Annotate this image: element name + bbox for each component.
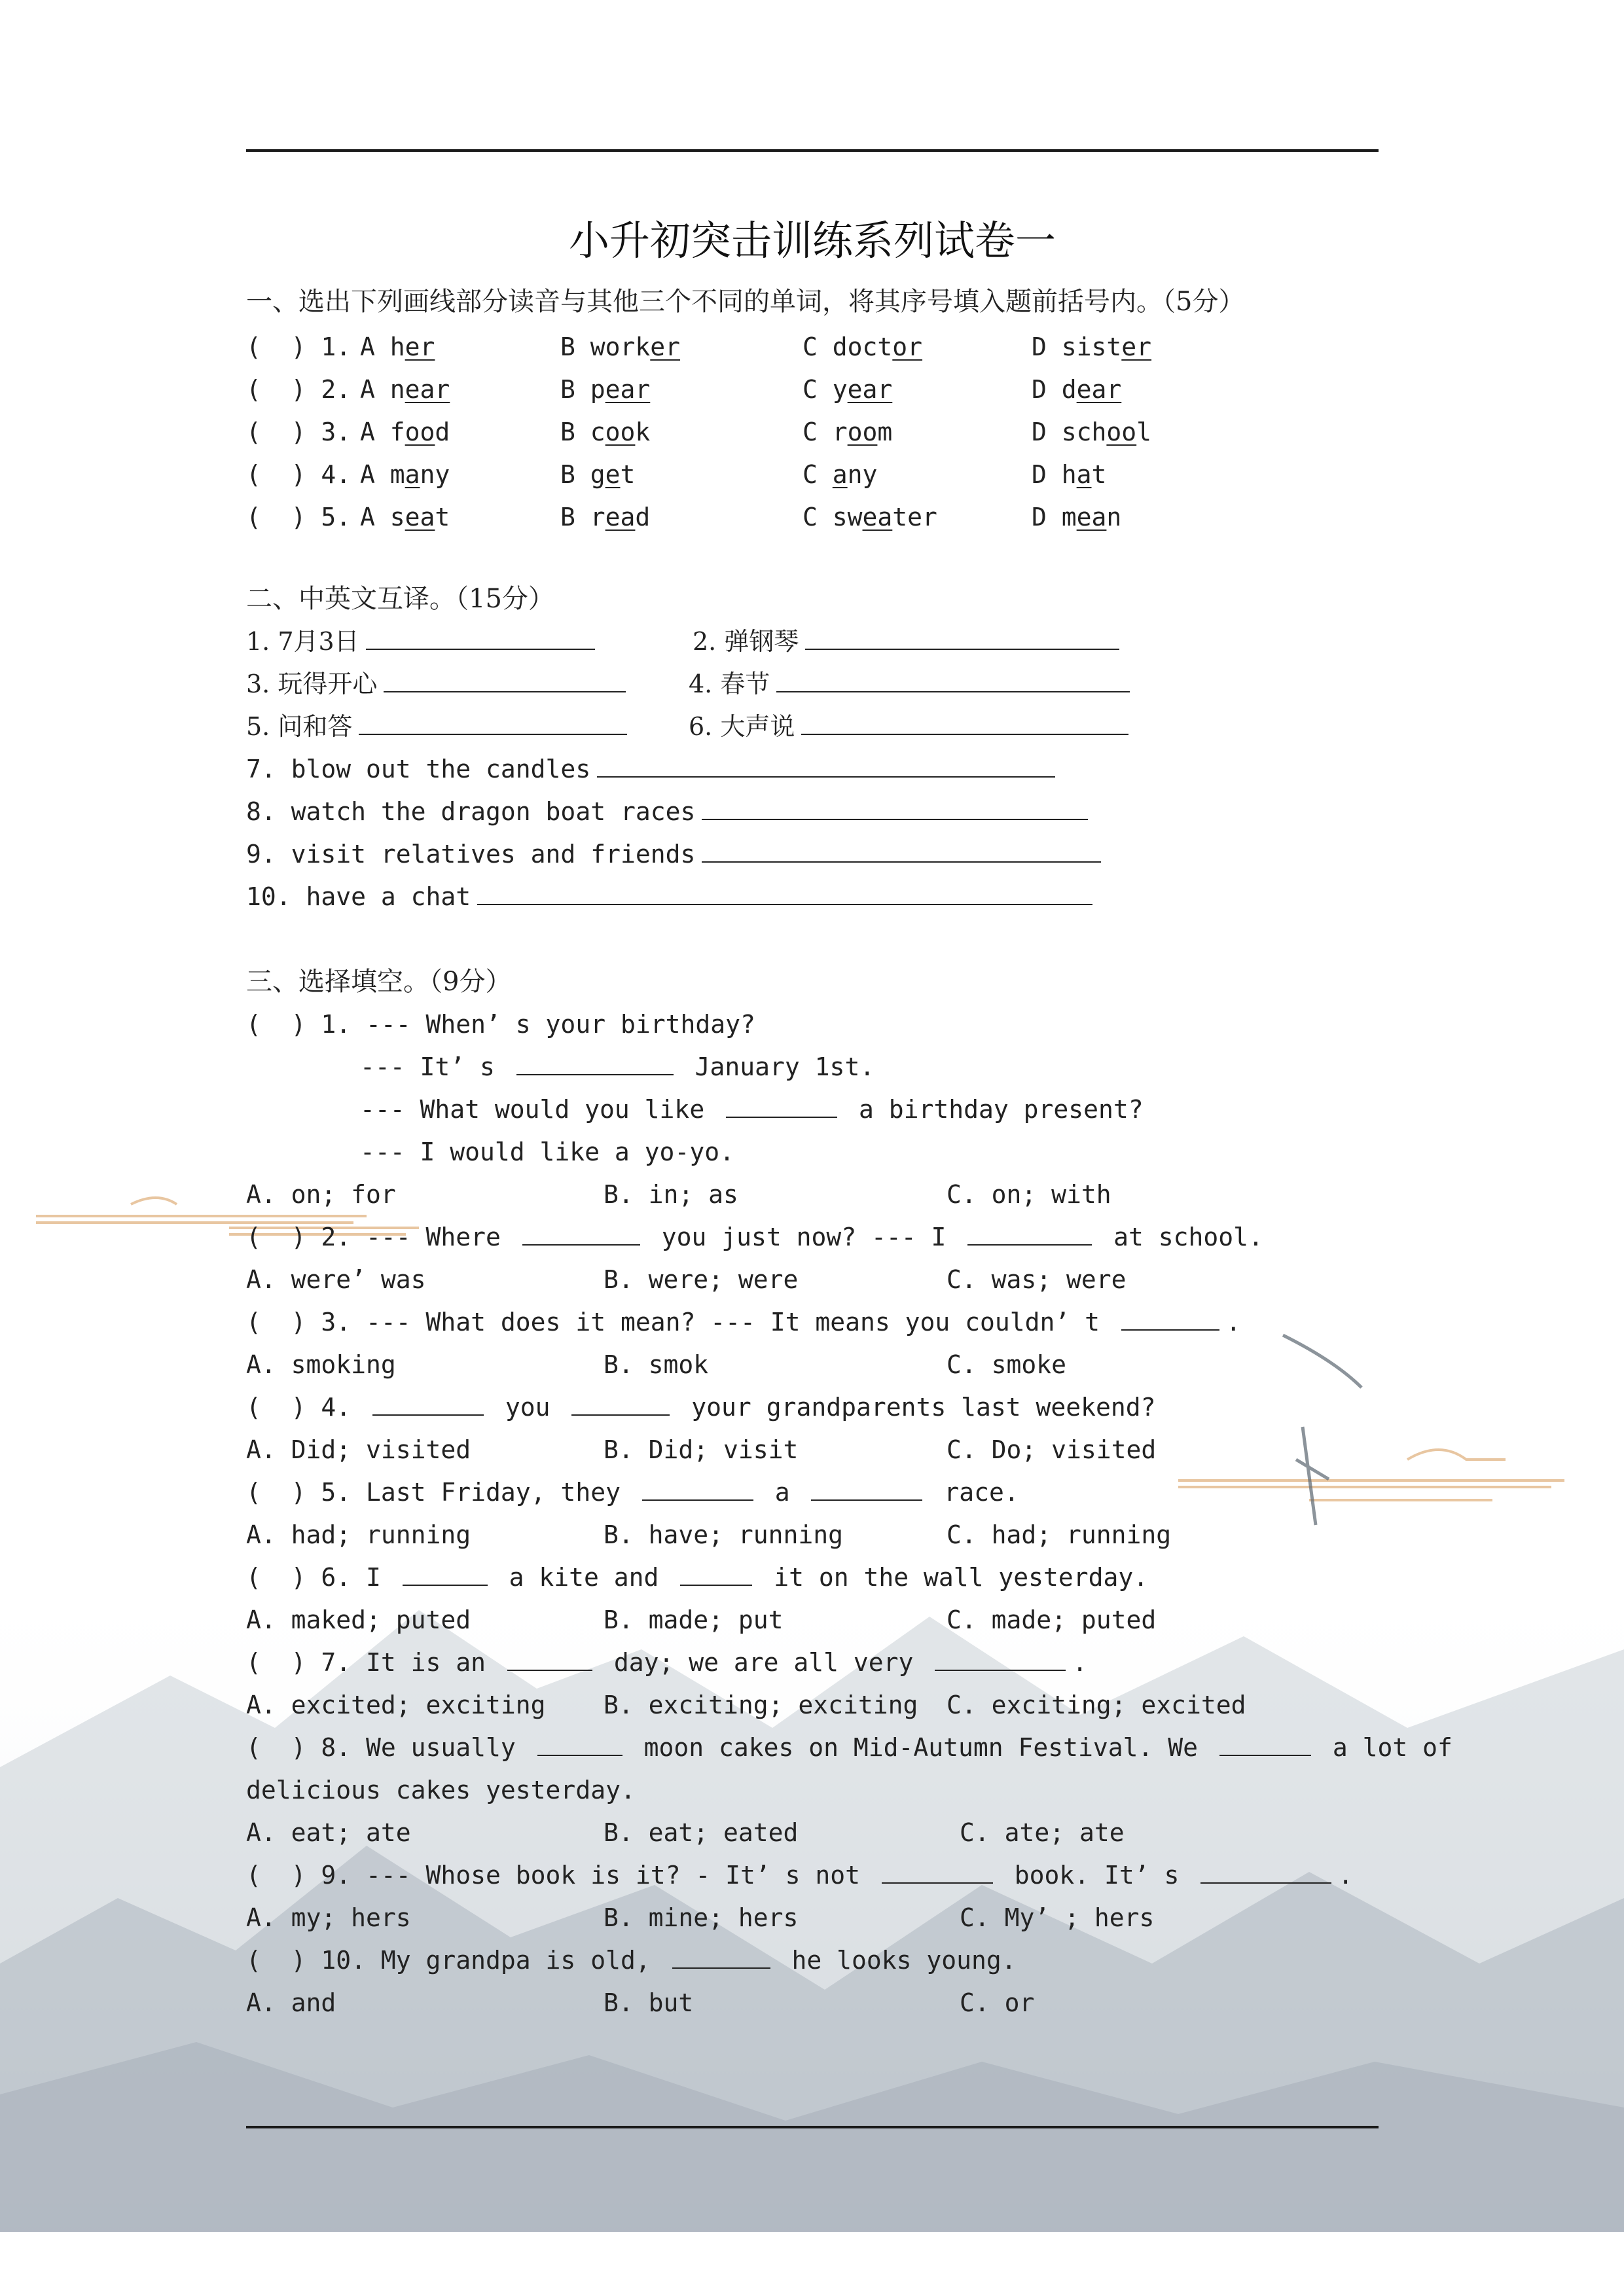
answer-blank[interactable]	[522, 1222, 640, 1246]
question-text: ( ) 2. --- Where	[246, 1223, 516, 1251]
phonics-option-c: C year	[803, 375, 893, 404]
answer-blank[interactable]	[359, 711, 627, 735]
question-1-line: --- It’ s January 1st.	[360, 1052, 875, 1081]
page-title: 小升初突击训练系列试卷一	[568, 217, 1056, 264]
underlined-letters: ear	[1076, 375, 1122, 404]
question-text: moon cakes on Mid-Autumn Festival. We	[628, 1733, 1213, 1762]
question-text: ( ) 9. --- Whose book is it? - It’ s not	[246, 1861, 875, 1890]
answer-option-b[interactable]: B. but	[604, 1988, 694, 2017]
underlined-letters: e	[605, 460, 621, 489]
answer-blank[interactable]	[805, 626, 1119, 650]
answer-option-a[interactable]: A. were’ was	[246, 1265, 426, 1294]
answer-option-c[interactable]: C. or	[960, 1988, 1035, 2017]
answer-blank[interactable]	[366, 626, 595, 650]
question-10	[246, 1944, 1017, 1977]
answer-blank[interactable]	[571, 1392, 670, 1416]
question-6	[246, 1561, 1148, 1594]
question-text: a kite and	[494, 1563, 674, 1592]
answer-option-a[interactable]: A. and	[246, 1988, 336, 2017]
phonics-option-d: D school	[1032, 418, 1152, 446]
question-1-line: --- I would like a yo-yo.	[360, 1138, 734, 1166]
underlined-letters: er	[650, 332, 681, 361]
phonics-option-d: D hat	[1032, 460, 1107, 489]
answer-option-a[interactable]: A. eat; ate	[246, 1818, 411, 1847]
phonics-option-b: B worker	[560, 332, 681, 361]
translation-item: 7. blow out the candles	[246, 753, 1062, 785]
answer-blank[interactable]	[597, 754, 1055, 778]
translation-item: 10. have a chat	[246, 880, 1099, 913]
phonics-option-c: C doctor	[803, 332, 923, 361]
question-text: ( ) 8. We usually	[246, 1733, 531, 1762]
question-8	[246, 1731, 1453, 1764]
underlined-letters: oo	[405, 418, 435, 446]
answer-option-c[interactable]: C. was; were	[947, 1265, 1127, 1294]
underlined-letters: a	[1076, 460, 1092, 489]
phonics-option-a: A food	[360, 418, 450, 446]
answer-option-c[interactable]: C. My’ ; hers	[960, 1903, 1155, 1932]
answer-option-a[interactable]: A. Did; visited	[246, 1435, 471, 1464]
question-4	[246, 1391, 1156, 1424]
phonics-option-a: A seat	[360, 503, 450, 531]
underlined-letters: oo	[847, 418, 878, 446]
answer-blank[interactable]	[384, 669, 626, 692]
underlined-letters: ear	[847, 375, 893, 404]
translation-item: 1. 7月3日	[246, 625, 602, 658]
answer-option-a[interactable]: A. smoking	[246, 1350, 396, 1379]
question-9	[246, 1859, 1353, 1892]
phonics-option-d: D sister	[1032, 332, 1152, 361]
question-text: .	[1338, 1861, 1354, 1890]
question-text: .	[1225, 1308, 1241, 1336]
question-text: book. It’ s	[999, 1861, 1195, 1890]
underlined-letters: a	[405, 460, 420, 489]
answer-option-a[interactable]: A. on; for	[246, 1180, 396, 1209]
underlined-letters: ear	[605, 375, 651, 404]
question-3	[246, 1306, 1241, 1338]
answer-option-b[interactable]: B. exciting; exciting	[604, 1691, 918, 1719]
underlined-letters: ea	[1076, 503, 1107, 531]
translation-item: 6. 大声说	[689, 710, 1135, 743]
footer-rule	[246, 2126, 1379, 2128]
question-text: your grandparents last weekend?	[676, 1393, 1156, 1422]
phonics-option-b: B get	[560, 460, 636, 489]
answer-blank[interactable]	[1200, 1860, 1331, 1884]
answer-option-b[interactable]: B. Did; visit	[604, 1435, 799, 1464]
answer-blank[interactable]	[702, 839, 1101, 863]
answer-blank[interactable]	[811, 1477, 922, 1501]
question-text: a	[759, 1478, 805, 1507]
underlined-letters: a	[832, 460, 848, 489]
answer-option-c[interactable]: C. Do; visited	[947, 1435, 1157, 1464]
answer-option-b[interactable]: B. in; as	[604, 1180, 738, 1209]
question-2	[246, 1221, 1263, 1253]
underlined-letters: oo	[1106, 418, 1137, 446]
question-1: ( ) 1. --- When’ s your birthday?	[246, 1010, 755, 1039]
underlined-letters: ea	[405, 503, 435, 531]
underlined-letters: ear	[405, 375, 450, 404]
phonics-option-c: C room	[803, 418, 893, 446]
question-text: race.	[929, 1478, 1019, 1507]
answer-blank[interactable]	[477, 882, 1092, 905]
section2-heading: 二、中英文互译。（15分）	[246, 584, 554, 614]
answer-option-b[interactable]: B. have; running	[604, 1520, 844, 1549]
answer-blank[interactable]	[882, 1860, 993, 1884]
underlined-letters: er	[1121, 332, 1152, 361]
question-text: a lot of	[1317, 1733, 1453, 1762]
answer-blank[interactable]	[702, 797, 1088, 820]
branch-sketch	[1283, 1335, 1362, 1525]
question-text: you just now? --- I	[646, 1223, 962, 1251]
question-text: ( ) 4.	[246, 1393, 367, 1422]
section1-heading: 一、选出下列画线部分读音与其他三个不同的单词，将其序号填入题前括号内。（5分）	[246, 287, 1245, 317]
underlined-letters: ea	[862, 503, 893, 531]
phonics-option-d: D mean	[1032, 503, 1122, 531]
answer-blank[interactable]	[776, 669, 1130, 692]
question-text: ( ) 3. --- What does it mean? --- It means you couldn’ t	[246, 1308, 1115, 1336]
answer-option-a[interactable]: A. my; hers	[246, 1903, 411, 1932]
underlined-letters: or	[892, 332, 923, 361]
phonics-option-c: C sweater	[803, 503, 937, 531]
answer-blank[interactable]	[680, 1562, 752, 1586]
question-text: ( ) 6. I	[246, 1563, 396, 1592]
answer-blank[interactable]	[672, 1945, 770, 1969]
translation-item: 2. 弹钢琴	[693, 625, 1126, 658]
answer-blank[interactable]	[507, 1647, 592, 1671]
phonics-option-a: A her	[360, 332, 435, 361]
question-text: day; we are all very	[598, 1648, 929, 1677]
answer-option-c[interactable]: C. smoke	[947, 1350, 1067, 1379]
underlined-letters: oo	[605, 418, 636, 446]
answer-option-c[interactable]: C. made; puted	[947, 1605, 1157, 1634]
question-number[interactable]: ( ) 4.	[246, 460, 352, 489]
question-5	[246, 1476, 1019, 1509]
phonics-option-c: C any	[803, 460, 878, 489]
answer-blank[interactable]	[642, 1477, 753, 1501]
header-rule	[246, 149, 1379, 152]
answer-option-b[interactable]: B. mine; hers	[604, 1903, 799, 1932]
question-text: it on the wall yesterday.	[759, 1563, 1149, 1592]
answer-blank[interactable]	[967, 1222, 1092, 1246]
answer-option-c[interactable]: C. ate; ate	[960, 1818, 1125, 1847]
answer-option-b[interactable]: B. smok	[604, 1350, 709, 1379]
translation-item: 9. visit relatives and friends	[246, 838, 1108, 870]
answer-blank[interactable]	[726, 1094, 837, 1118]
answer-option-b[interactable]: B. eat; eated	[604, 1818, 799, 1847]
answer-blank[interactable]	[403, 1562, 488, 1586]
question-7	[246, 1646, 1087, 1679]
answer-option-b[interactable]: B. made; put	[604, 1605, 784, 1634]
translation-item: 8. watch the dragon boat races	[246, 795, 1094, 828]
translation-item: 4. 春节	[689, 668, 1136, 700]
answer-option-b[interactable]: B. were; were	[604, 1265, 799, 1294]
question-text: he looks young.	[776, 1946, 1017, 1975]
phonics-option-d: D dear	[1032, 375, 1122, 404]
phonics-option-b: B cook	[560, 418, 651, 446]
answer-option-a[interactable]: A. had; running	[246, 1520, 471, 1549]
question-number[interactable]: ( ) 2.	[246, 375, 352, 404]
answer-blank[interactable]	[801, 711, 1128, 735]
underlined-letters: ea	[605, 503, 636, 531]
question-number[interactable]: ( ) 1.	[246, 332, 352, 361]
phonics-option-b: B read	[560, 503, 651, 531]
question-number[interactable]: ( ) 5.	[246, 503, 352, 531]
question-text: ( ) 7. It is an	[246, 1648, 501, 1677]
question-text: ( ) 5. Last Friday, they	[246, 1478, 636, 1507]
answer-blank[interactable]	[1219, 1732, 1311, 1756]
answer-option-a[interactable]: A. maked; puted	[246, 1605, 471, 1634]
phonics-option-b: B pear	[560, 375, 651, 404]
cloud-scroll-right	[1178, 1450, 1564, 1500]
answer-option-c[interactable]: C. exciting; excited	[947, 1691, 1246, 1719]
translation-item: 3. 玩得开心	[246, 668, 632, 700]
answer-blank[interactable]	[516, 1052, 674, 1075]
underlined-letters: er	[405, 332, 435, 361]
question-text: you	[490, 1393, 566, 1422]
answer-blank[interactable]	[935, 1647, 1066, 1671]
answer-option-c[interactable]: C. on; with	[947, 1180, 1111, 1209]
section3-heading: 三、选择填空。（9分）	[246, 967, 512, 997]
question-text: at school.	[1098, 1223, 1263, 1251]
phonics-option-a: A near	[360, 375, 450, 404]
answer-option-c[interactable]: C. had; running	[947, 1520, 1172, 1549]
question-1-line: --- What would you like a birthday present?	[360, 1095, 1144, 1124]
answer-blank[interactable]	[1121, 1307, 1219, 1331]
answer-blank[interactable]	[537, 1732, 623, 1756]
question-number[interactable]: ( ) 3.	[246, 418, 352, 446]
answer-blank[interactable]	[372, 1392, 484, 1416]
question-text: ( ) 10. My grandpa is old,	[246, 1946, 666, 1975]
question-text: .	[1072, 1648, 1088, 1677]
answer-option-a[interactable]: A. excited; exciting	[246, 1691, 546, 1719]
question-continuation: delicious cakes yesterday.	[246, 1776, 636, 1804]
translation-item: 5. 问和答	[246, 710, 634, 743]
phonics-option-a: A many	[360, 460, 450, 489]
